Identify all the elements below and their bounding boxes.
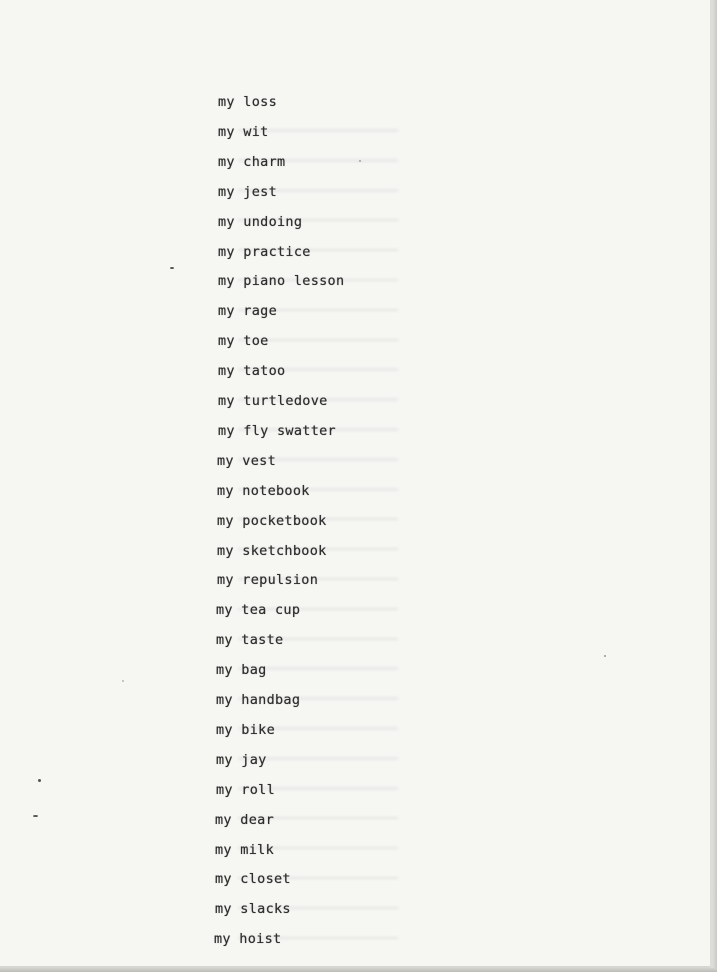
page-edge-bottom	[0, 968, 717, 972]
poem-line: my rage	[218, 303, 277, 320]
poem-line: my fly swatter	[218, 422, 336, 439]
poem-line: my tea cup	[216, 602, 301, 619]
poem-line: my sketchbook	[217, 542, 327, 559]
poem-line: my dear	[215, 811, 274, 828]
poem-line: my hoist	[214, 931, 282, 948]
poem-line: my charm	[218, 153, 286, 170]
poem-line: my bag	[216, 662, 267, 679]
poem-line: my wit	[218, 123, 269, 140]
poem-line: my slacks	[215, 901, 291, 918]
poem-line: my roll	[216, 781, 275, 798]
poem-line: my closet	[215, 871, 291, 888]
poem-line: my tatoo	[218, 363, 286, 380]
poem-line: my toe	[218, 333, 269, 350]
poem-line: my turtledove	[218, 393, 328, 409]
poem-line: my vest	[217, 452, 276, 469]
poem-line: my jest	[218, 183, 277, 200]
ink-speck	[33, 815, 38, 817]
ink-speck	[122, 680, 124, 682]
poem-line: my taste	[216, 632, 284, 649]
ink-speck	[38, 779, 41, 782]
poem-line: my practice	[218, 243, 311, 260]
poem-line: my repulsion	[217, 572, 319, 589]
poem-line: my piano lesson	[218, 273, 345, 290]
ink-speck	[604, 655, 606, 657]
poem-line: my undoing	[218, 213, 303, 230]
poem-line: my milk	[215, 841, 274, 858]
ink-speck	[170, 267, 174, 269]
poem-line: my notebook	[217, 482, 310, 499]
poem-line: my bike	[216, 721, 275, 738]
poem-line: my loss	[218, 94, 277, 110]
ink-speck	[359, 160, 361, 162]
poem-line: my jay	[216, 751, 267, 768]
poem-line: my pocketbook	[217, 512, 327, 529]
poem-line: my handbag	[216, 692, 301, 708]
page-edge-right	[712, 0, 717, 972]
